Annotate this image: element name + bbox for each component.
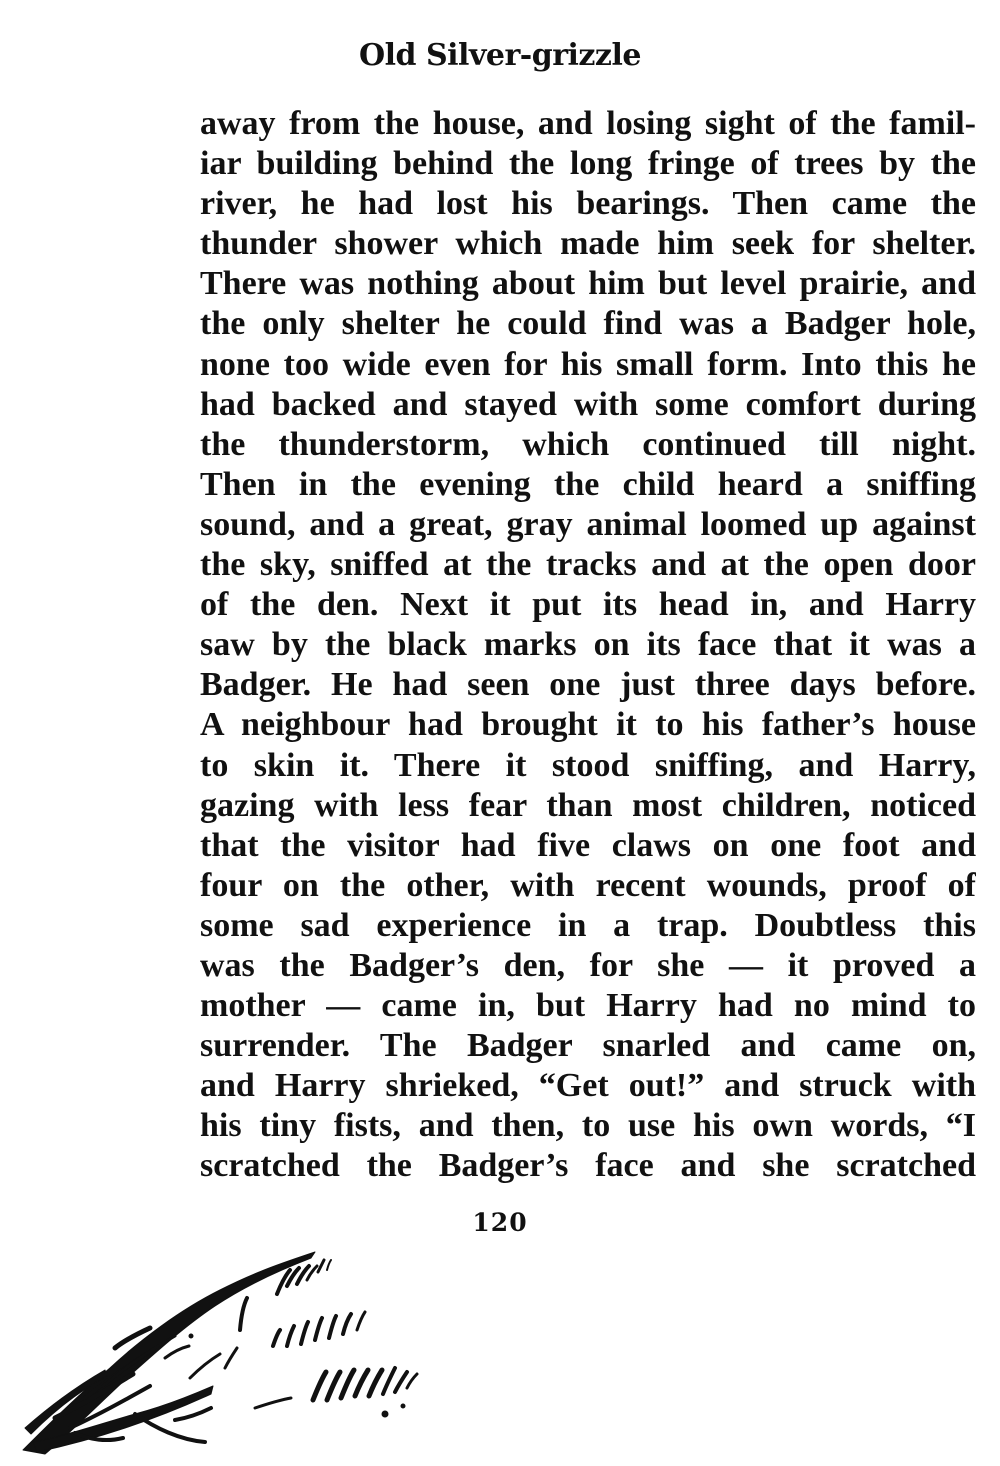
text-line: There was nothing about him but level prairie, and [200, 265, 976, 303]
text-line: A neighbour had brought it to his father’s house [200, 706, 976, 744]
text-line: and Harry shrieked, “Get out!” and struck with [200, 1067, 976, 1105]
text-line: was the Badger’s den, for she — it proved a [200, 946, 976, 984]
text-line: four on the other, with recent wounds, proof of [200, 866, 976, 904]
text-line: iar building behind the long fringe of trees by the [200, 145, 976, 183]
badger-claw-icon [15, 1228, 435, 1458]
text-line: scratched the Badger’s face and she scratched [200, 1147, 976, 1185]
page-number: 120 [472, 1208, 528, 1237]
text-line: some sad experience in a trap. Doubtless this [200, 906, 976, 944]
text-line: surrender. The Badger snarled and came on, [200, 1027, 976, 1065]
body-text [200, 104, 976, 1187]
running-title: Old Silver-grizzle [359, 38, 641, 73]
text-line: away from the house, and losing sight of the famil- [200, 105, 976, 142]
text-line: his tiny fists, and then, to use his own words, “I [200, 1107, 976, 1145]
text-line: the only shelter he could find was a Badger hole, [200, 305, 976, 343]
text-line: of the den. Next it put its head in, and Harry [200, 586, 976, 624]
text-line: none too wide even for his small form. Into this he [200, 345, 976, 383]
text-line: thunder shower which made him seek for shelter. [200, 225, 976, 263]
text-line: gazing with less fear than most children, noticed [200, 786, 976, 824]
text-line: river, he had lost his bearings. Then came the [200, 185, 976, 223]
text-line: saw by the black marks on its face that it was a [200, 626, 976, 664]
text-line: to skin it. There it stood sniffing, and Harry, [200, 746, 976, 784]
text-line: mother — came in, but Harry had no mind to [200, 987, 976, 1025]
text-line: Badger. He had seen one just three days before. [200, 666, 976, 704]
text-line: sound, and a great, gray animal loomed up against [200, 505, 976, 543]
text-line: the thunderstorm, which continued till night. [200, 425, 976, 463]
text-line: had backed and stayed with some comfort during [200, 385, 976, 423]
text-line: Then in the evening the child heard a sniffing [200, 465, 976, 503]
text-line: that the visitor had five claws on one foot and [200, 826, 976, 864]
text-line: the sky, sniffed at the tracks and at the open door [200, 546, 976, 584]
